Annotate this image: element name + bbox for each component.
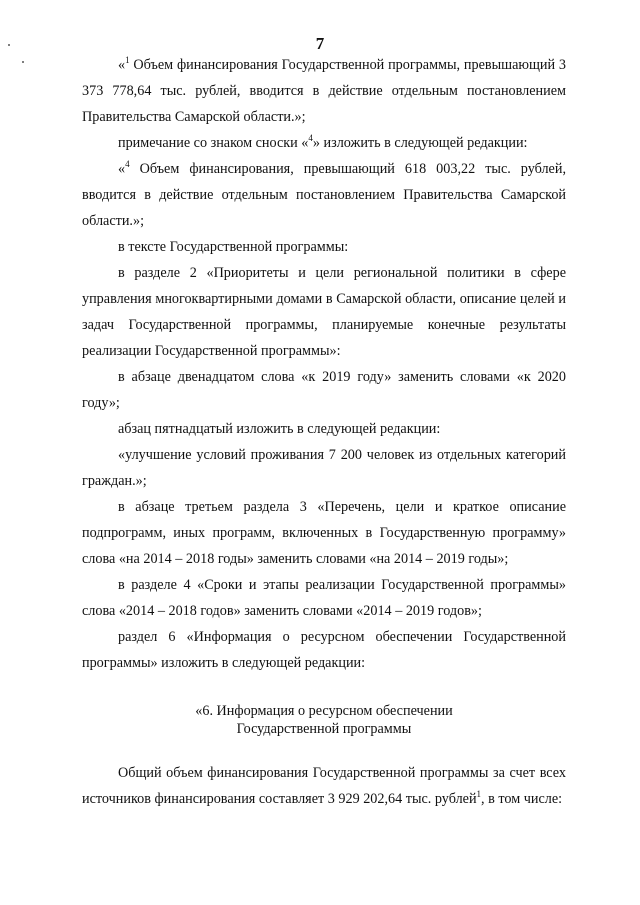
section-heading-line-1: «6. Информация о ресурсном обеспечении: [195, 703, 453, 719]
paragraph-section-4: в разделе 4 «Сроки и этапы реализации Государственной программы» слова «2014 – 2018 годов» заменить словами «2014 – 2019 годов»;: [82, 577, 566, 619]
section-heading: [82, 702, 566, 738]
scan-speck: [22, 61, 24, 63]
paragraph-section-3: в абзаце третьем раздела 3 «Перечень, цели и краткое описание подпрограмм, иных программ, включенных в Государственную программу» слова «на 2014 – 2018 годы» заменить словами «на 2014 – 2019 годы»;: [82, 499, 566, 567]
paragraph-footnote-4-instruction: примечание со знаком сноски «$^4$» изложить в следующей редакции:: [118, 133, 528, 151]
document-body: [82, 52, 566, 812]
paragraph-improvement: «улучшение условий проживания 7 200 человек из отдельных категорий граждан.»;: [82, 447, 566, 489]
scan-speck: [8, 44, 10, 46]
paragraph-section-2: в разделе 2 «Приоритеты и цели региональной политики в сфере управления многоквартирными домами в Самарской области, описание целей и задач Государственной программы, планируемые конечные результаты реализации Государственной программы»:: [82, 265, 566, 359]
paragraph-abzac-15: абзац пятнадцатый изложить в следующей редакции:: [118, 421, 441, 437]
paragraph-section-6: раздел 6 «Информация о ресурсном обеспечении Государственной программы» изложить в следующей редакции:: [82, 629, 566, 671]
paragraph-abzac-12: в абзаце двенадцатом слова «к 2019 году» заменить словами «к 2020 году»;: [82, 369, 566, 411]
footnote-marker: 1: [125, 55, 130, 65]
section-heading-line-2: Государственной программы: [236, 721, 412, 737]
paragraph-footnote-1-text: «$^1$ Объем финансирования Государственной программы, превышающий 3 373 778,64 тыс. рублей, вводится в действие отдельным постановлением Правительства Самарской области.»;: [82, 55, 566, 125]
footnote-marker: 4: [125, 159, 130, 169]
paragraph-program-text: в тексте Государственной программы:: [118, 239, 349, 255]
footnote-marker: 1: [476, 789, 482, 799]
paragraph-total-funding: Общий объем финансирования Государственной программы за счет всех источников финансирования составляет 3 929 202,64 тыс. рублей$^1$, в том числе:: [82, 765, 566, 807]
footnote-marker: 4: [308, 133, 313, 143]
page-number: 7: [315, 34, 325, 53]
paragraph-footnote-4-text: «$^4$ Объем финансирования, превышающий 618 003,22 тыс. рублей, вводится в действие отдельным постановлением Правительства Самарской области.»;: [82, 159, 566, 229]
